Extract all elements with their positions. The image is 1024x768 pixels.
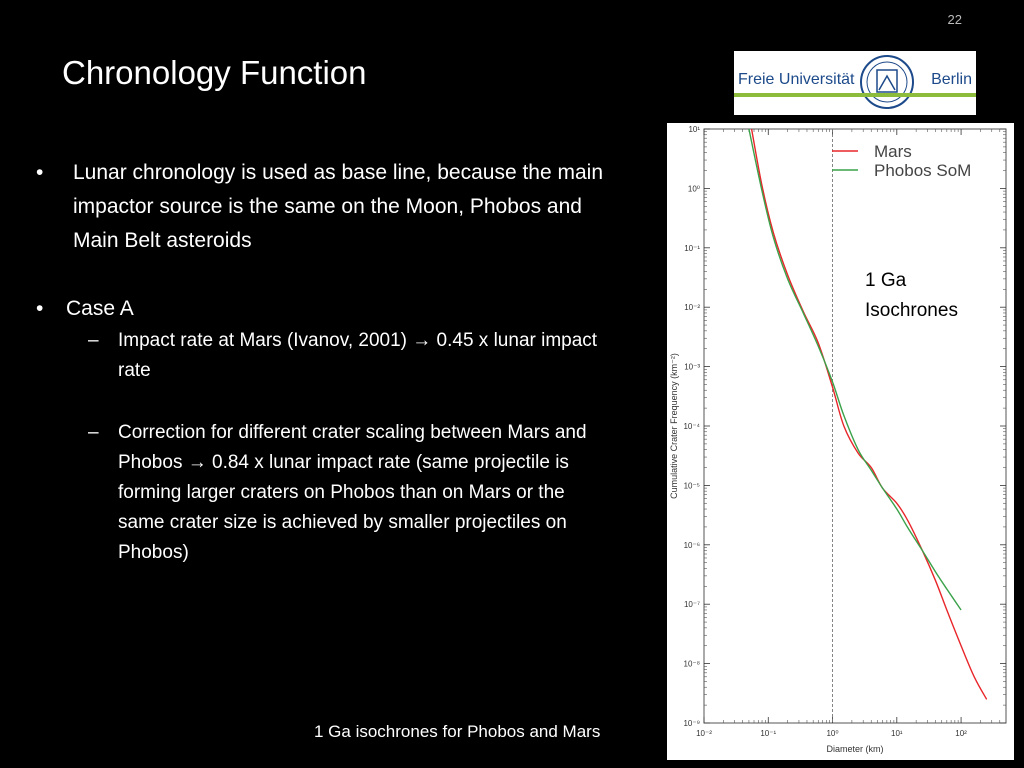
y-tick-label: 10⁻⁷ [683,600,700,610]
y-tick-label: 10⁻² [684,303,700,313]
university-logo [734,51,976,115]
logo-right-text: Berlin [931,71,972,88]
legend-label: Mars [874,142,912,161]
x-tick-label: 10² [955,729,967,738]
logo-left-text: Freie Universität [738,71,855,88]
y-tick-label: 10⁻⁴ [683,422,700,431]
y-tick-label: 10¹ [688,125,700,134]
plot-frame [704,129,1006,723]
bullet-dot-icon: • [36,297,44,320]
y-tick-label: 10⁻³ [684,362,700,372]
logo-accent-bar [734,93,976,97]
bullet-text: Case A [66,297,134,320]
x-tick-label: 10⁰ [826,729,839,738]
slide-title: Chronology Function [62,54,367,91]
sub-bullet-text: Correction for different crater scaling between Mars and Phobos → 0.84 x lunar impact rate (same projectile is forming larger craters on Phobos than on Mars or the same crater size is achieved by smaller projectiles on Phobos) [118,422,587,563]
bullet-text: Lunar chronology is used as base line, because the main impactor source is the same on the Moon, Phobos and Main Belt asteroids [73,161,604,252]
bullet-dot-icon: • [36,161,44,184]
isochrone-chart [667,123,1014,760]
legend-label: Phobos SoM [874,161,972,180]
y-tick-label: 10⁰ [687,184,700,194]
y-tick-label: 10⁻¹ [684,243,700,253]
chart-annotation [865,266,958,326]
y-axis-label: Cumulative Crater Frequency (km⁻²) [669,353,679,499]
slide-number: 22 [947,12,962,27]
chart-panel [667,123,1014,760]
x-tick-label: 10¹ [891,729,903,738]
x-axis-label: Diameter (km) [826,744,884,754]
annotation-line: 1 Ga [865,270,907,291]
dash-icon: – [88,330,99,351]
y-tick-label: 10⁻⁹ [683,719,700,728]
y-tick-label: 10⁻⁸ [683,659,700,669]
dash-icon: – [88,422,99,443]
annotation-line: Isochrones [865,300,958,321]
x-tick-label: 10⁻² [696,729,712,738]
x-tick-label: 10⁻¹ [760,729,777,738]
seal-icon [859,54,915,110]
figure-caption: 1 Ga isochrones for Phobos and Mars [314,722,601,741]
sub-bullet-text: Impact rate at Mars (Ivanov, 2001) → 0.45 x lunar impact rate [118,330,598,381]
y-tick-label: 10⁻⁵ [683,481,700,491]
y-tick-label: 10⁻⁶ [683,540,700,550]
